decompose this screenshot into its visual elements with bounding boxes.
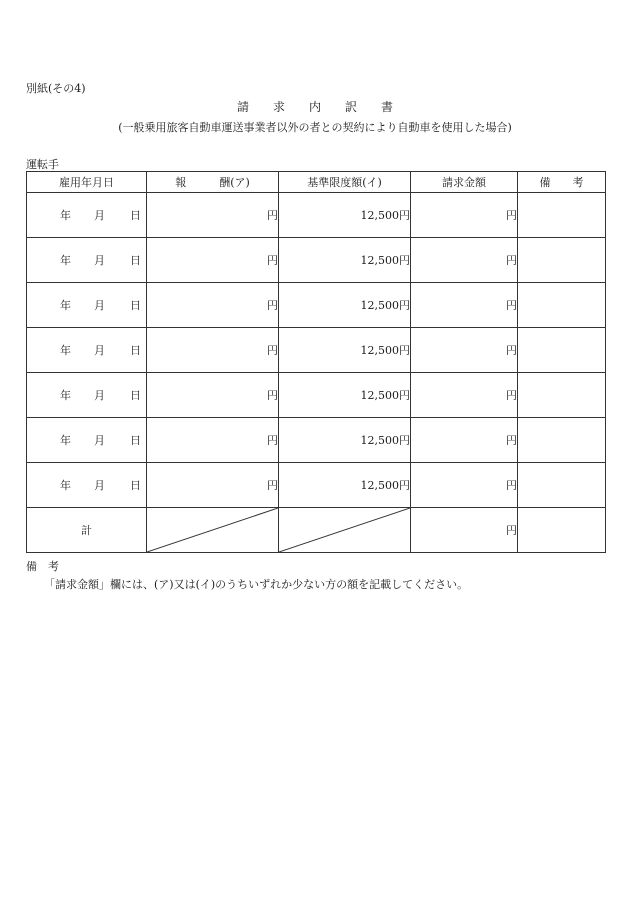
column-header-reward: 報 酬(ア) (147, 172, 279, 193)
table-caption: 運転手 (26, 158, 59, 171)
remarks-cell[interactable] (518, 418, 606, 463)
year-label: 年 (60, 434, 71, 447)
total-label: 計 (27, 508, 147, 553)
reward-cell[interactable]: 円 (147, 283, 279, 328)
reward-cell[interactable]: 円 (147, 193, 279, 238)
total-amount-cell[interactable]: 円 (411, 508, 518, 553)
total-remarks-cell[interactable] (518, 508, 606, 553)
reward-cell[interactable]: 円 (147, 463, 279, 508)
employment-date-cell[interactable] (27, 463, 147, 508)
column-header-employment-date: 雇用年月日 (27, 172, 147, 193)
standard-limit-cell: 12,500円 (279, 238, 411, 283)
day-label: 日 (130, 344, 141, 357)
month-label: 月 (94, 434, 105, 447)
remarks-cell[interactable] (518, 283, 606, 328)
column-header-remarks: 備 考 (518, 172, 606, 193)
column-header-standard-limit: 基準限度額(イ) (279, 172, 411, 193)
day-label: 日 (130, 389, 141, 402)
table-row (27, 373, 606, 418)
claim-amount-cell[interactable]: 円 (411, 283, 518, 328)
crossed-out-cell (147, 508, 279, 553)
claim-amount-cell[interactable]: 円 (411, 328, 518, 373)
breakdown-table (26, 171, 606, 553)
year-label: 年 (60, 389, 71, 402)
reward-cell[interactable]: 円 (147, 328, 279, 373)
year-label: 年 (60, 254, 71, 267)
notes-heading: 備 考 (26, 560, 59, 573)
standard-limit-cell: 12,500円 (279, 418, 411, 463)
day-label: 日 (130, 209, 141, 222)
day-label: 日 (130, 479, 141, 492)
claim-amount-cell[interactable]: 円 (411, 463, 518, 508)
day-label: 日 (130, 434, 141, 447)
standard-limit-cell: 12,500円 (279, 373, 411, 418)
remarks-cell[interactable] (518, 238, 606, 283)
employment-date-cell[interactable] (27, 193, 147, 238)
employment-date-cell[interactable] (27, 328, 147, 373)
diagonal-line (147, 508, 278, 552)
table-row (27, 463, 606, 508)
remarks-cell[interactable] (518, 328, 606, 373)
table-header-row (27, 172, 606, 193)
table-row (27, 238, 606, 283)
employment-date-cell[interactable] (27, 418, 147, 463)
remarks-cell[interactable] (518, 193, 606, 238)
month-label: 月 (94, 344, 105, 357)
employment-date-cell[interactable] (27, 283, 147, 328)
employment-date-cell[interactable] (27, 373, 147, 418)
claim-amount-cell[interactable]: 円 (411, 373, 518, 418)
standard-limit-cell: 12,500円 (279, 328, 411, 373)
table-row (27, 283, 606, 328)
table-row (27, 418, 606, 463)
total-row (27, 508, 606, 553)
crossed-out-cell (279, 508, 411, 553)
month-label: 月 (94, 389, 105, 402)
reward-cell[interactable]: 円 (147, 238, 279, 283)
diagonal-line (279, 508, 410, 552)
reward-cell[interactable]: 円 (147, 373, 279, 418)
year-label: 年 (60, 209, 71, 222)
table-row (27, 193, 606, 238)
claim-amount-cell[interactable]: 円 (411, 418, 518, 463)
standard-limit-cell: 12,500円 (279, 283, 411, 328)
month-label: 月 (94, 479, 105, 492)
claim-amount-cell[interactable]: 円 (411, 193, 518, 238)
annex-label: 別紙(その4) (26, 82, 86, 95)
notes-text: 「請求金額」欄には、(ア)又は(イ)のうちいずれか少ない方の額を記載してください。 (44, 578, 469, 591)
document-title: 請 求 内 訳 書 (236, 100, 393, 114)
day-label: 日 (130, 299, 141, 312)
year-label: 年 (60, 344, 71, 357)
column-header-claim-amount: 請求金額 (411, 172, 518, 193)
employment-date-cell[interactable] (27, 238, 147, 283)
year-label: 年 (60, 479, 71, 492)
claim-amount-cell[interactable]: 円 (411, 238, 518, 283)
year-label: 年 (60, 299, 71, 312)
remarks-cell[interactable] (518, 463, 606, 508)
reward-cell[interactable]: 円 (147, 418, 279, 463)
standard-limit-cell: 12,500円 (279, 193, 411, 238)
table-row (27, 328, 606, 373)
day-label: 日 (130, 254, 141, 267)
remarks-cell[interactable] (518, 373, 606, 418)
month-label: 月 (94, 254, 105, 267)
document-subtitle: (一般乗用旅客自動車運送事業者以外の者との契約により自動車を使用した場合) (118, 121, 512, 134)
month-label: 月 (94, 209, 105, 222)
standard-limit-cell: 12,500円 (279, 463, 411, 508)
month-label: 月 (94, 299, 105, 312)
